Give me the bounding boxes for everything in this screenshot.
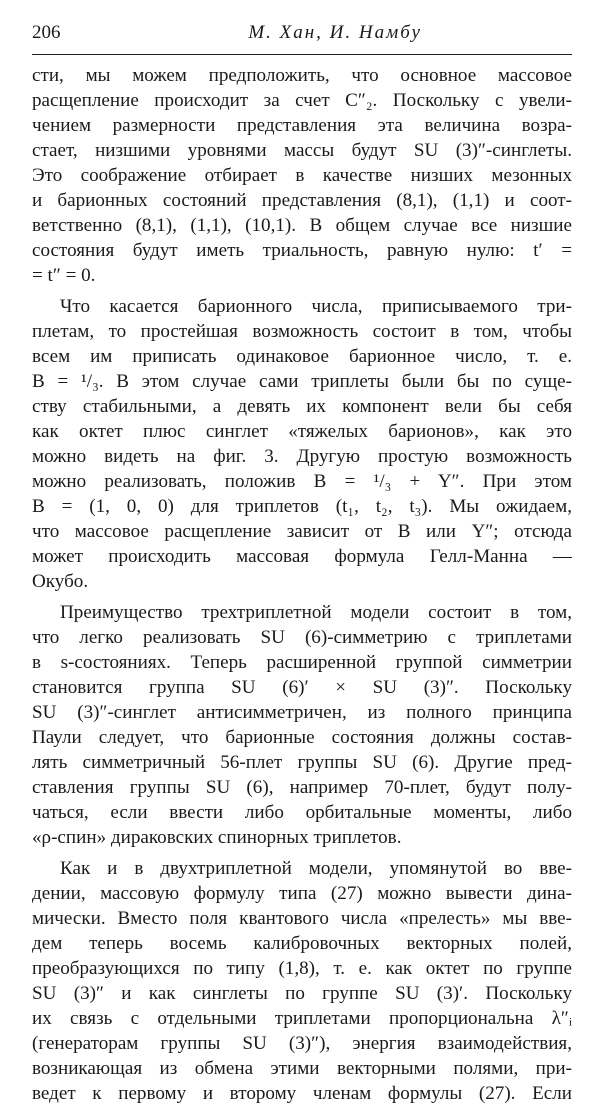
paragraph-1 [32, 63, 572, 288]
running-title: М. Хан, И. Намбу [248, 22, 422, 43]
text-line: преобразующихся по типу (1,8), т. е. как октет по группе [32, 958, 572, 979]
text-line: может происходить массовая формула Гелл-Манна — [32, 546, 572, 567]
text-line: ведет к первому и второму членам формулы (27). Если [32, 1083, 572, 1104]
text-line: «ρ-спин» дираковских спинорных триплетов. [32, 827, 402, 848]
text-line: дем теперь восемь калибровочных векторных полей, [32, 933, 572, 954]
text-line: Преимущество трехтриплетной модели состоит в том, [60, 602, 572, 623]
text-line: возникающая из обмена этими векторными полями, при- [32, 1058, 572, 1079]
text-line: расщепление происходит за счет C″₂. Поскольку с увели- [32, 90, 572, 111]
text-line: B = (1, 0, 0) для триплетов (t₁, t₂, t₃). Мы ожидаем, [32, 496, 572, 517]
text-line: что легко реализовать SU (6)-симметрию с триплетами [32, 627, 572, 648]
text-line: дении, массовую формулу типа (27) можно вывести дина- [32, 883, 572, 904]
text-line: SU (3)″ и как синглеты по группе SU (3)′. Поскольку [32, 983, 572, 1004]
text-line: и барионных состояний представления (8,1), (1,1) и соот- [32, 190, 572, 211]
text-line: плетам, то простейшая возможность состоит в том, чтобы [32, 321, 572, 342]
text-line: лять симметричный 56-плет группы SU (6). Другие пред- [32, 752, 572, 773]
text-line: можно реализовать, положив B = ¹/₃ + Y″. При этом [32, 471, 572, 492]
text-line: мически. Вместо поля квантового числа «прелесть» мы вве- [32, 908, 572, 929]
text-line: чаться, если ввести либо орбитальные моменты, либо [32, 802, 572, 823]
text-line: их связь с отдельными триплетами пропорциональна λ″ᵢ [32, 1008, 572, 1029]
text-line: ветственно (8,1), (1,1), (10,1). В общем случае все низшие [32, 215, 572, 236]
header-rule [32, 54, 572, 55]
book-page [32, 22, 572, 1106]
text-line: можно видеть на фиг. 3. Другую простую возможность [32, 446, 572, 467]
text-line: всем им приписать одинаковое барионное число, т. е. [32, 346, 572, 367]
text-line: Как и в двухтриплетной модели, упомянутой во вве- [60, 858, 572, 879]
text-line: Это соображение отбирает в качестве низших мезонных [32, 165, 572, 186]
paragraph-3 [32, 600, 572, 850]
text-line: SU (3)″-синглет антисимметричен, из полного принципа [32, 702, 572, 723]
text-line: стает, низшими уровнями массы будут SU (3)″-синглеты. [32, 140, 572, 161]
text-line: (генераторам группы SU (3)″), энергия взаимодействия, [32, 1033, 572, 1054]
text-line: ству стабильными, а девять их компонент вели бы себя [32, 396, 572, 417]
page-body [32, 63, 572, 1106]
text-line: что массовое расщепление зависит от B или Y″; отсюда [32, 521, 572, 542]
paragraph-2 [32, 294, 572, 594]
text-line: = t″ = 0. [32, 265, 96, 286]
text-line: в s-состояниях. Теперь расширенной группой симметрии [32, 652, 572, 673]
text-line: ставления группы SU (6), например 70-плет, будут полу- [32, 777, 572, 798]
text-line: состояния будут иметь триальность, равную нулю: t′ = [32, 240, 572, 261]
text-line: как октет плюс синглет «тяжелых барионов», как это [32, 421, 572, 442]
text-line: сти, мы можем предположить, что основное массовое [32, 65, 572, 86]
paragraph-4 [32, 856, 572, 1106]
text-line: становится группа SU (6)′ × SU (3)″. Поскольку [32, 677, 572, 698]
text-line: Что касается барионного числа, приписываемого три- [60, 296, 572, 317]
page-number: 206 [32, 22, 61, 43]
text-line: Окубо. [32, 571, 89, 592]
text-line: чением размерности представления эта величина возра- [32, 115, 572, 136]
text-line: Паули следует, что барионные состояния должны состав- [32, 727, 572, 748]
running-header [32, 22, 572, 52]
text-line: B = ¹/₃. В этом случае сами триплеты были бы по суще- [32, 371, 572, 392]
